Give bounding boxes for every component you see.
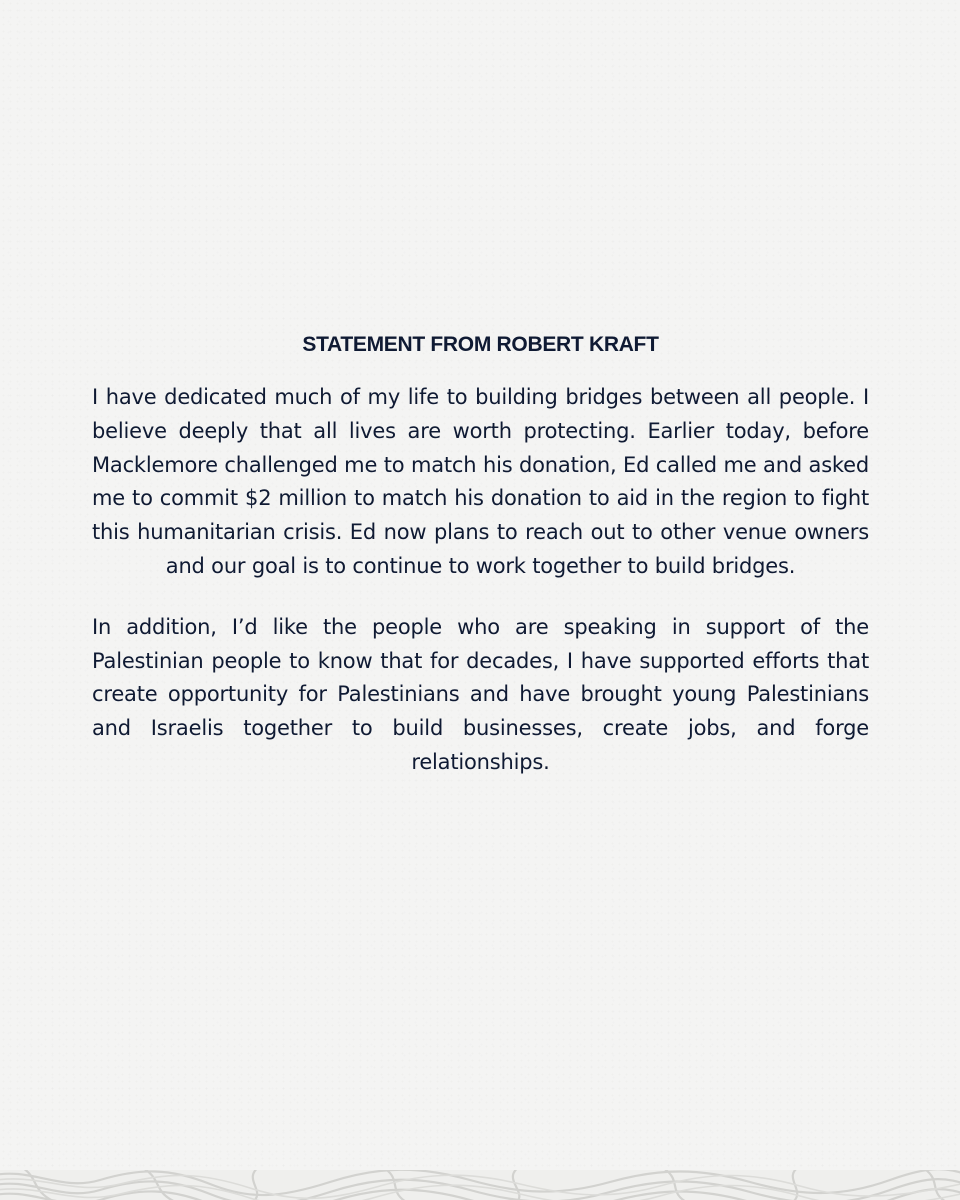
topographic-lines-pattern (0, 1170, 960, 1200)
statement-title: STATEMENT FROM ROBERT KRAFT (302, 333, 659, 356)
topographic-pattern-band (0, 1170, 960, 1200)
statement-block (92, 330, 869, 780)
statement-paragraph-1: I have dedicated much of my life to building bridges between all people. I believe deeply that all lives are worth protecting. Earlier today, before Macklemore challenged me to match his donation, Ed called me and asked me to commit $2 million to match his donation to aid in the region to fight this humanitarian crisis. Ed now plans to reach out to other venue owners and our goal is to continue to work together to build bridges. (92, 385, 869, 578)
statement-paragraph-2: In addition, I’d like the people who are speaking in support of the Palestinian people to know that for decades, I have supported efforts that create opportunity for Palestinians and have brought young Palestinians and Israelis together to build businesses, create jobs, and forge relationships. (92, 614, 869, 774)
